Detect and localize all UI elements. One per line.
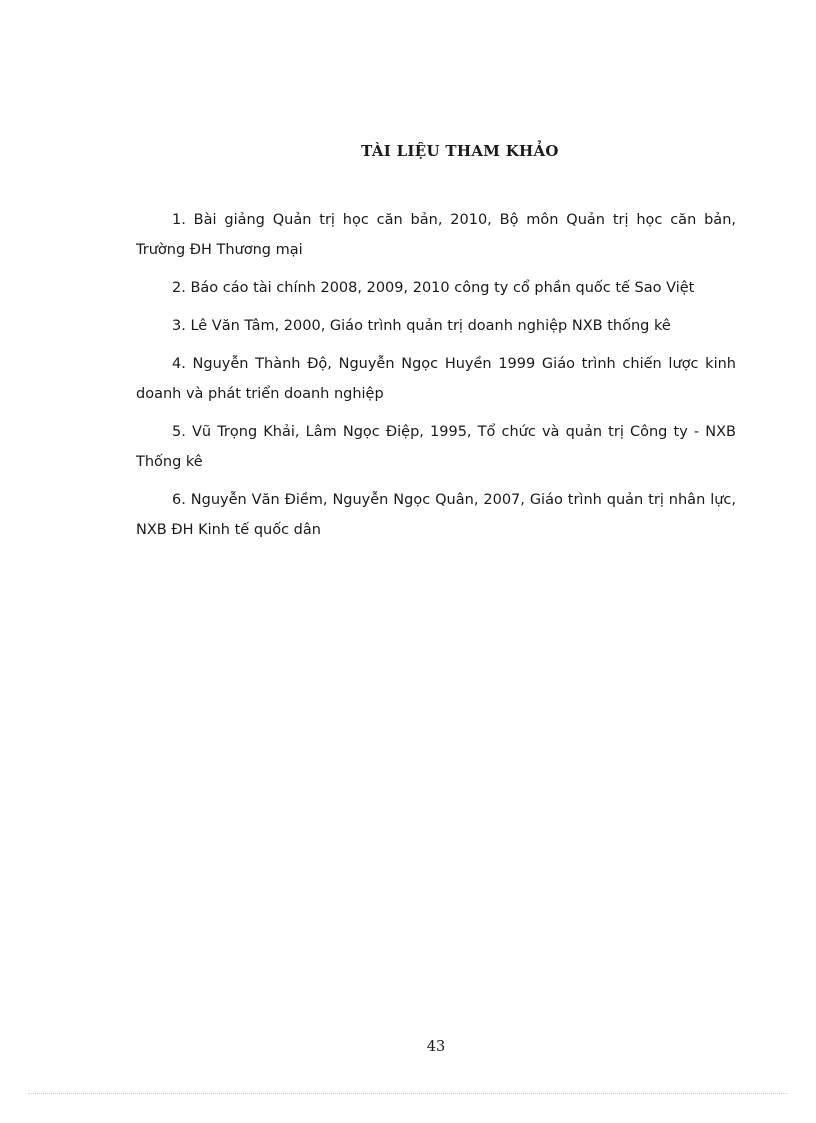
reference-item-1: 1. Bài giảng Quản trị học căn bản, 2010, Bộ môn Quản trị học căn bản, Trường ĐH Thương mại xyxy=(136,212,736,258)
page-title: TÀI LIỆU THAM KHẢO xyxy=(361,142,559,160)
reference-list xyxy=(136,205,736,553)
reference-item-3: 3. Lê Văn Tâm, 2000, Giáo trình quản trị doanh nghiệp NXB thống kê xyxy=(172,318,671,334)
reference-item-4: 4. Nguyễn Thành Độ, Nguyễn Ngọc Huyền 1999 Giáo trình chiến lược kinh doanh và phát triển doanh nghiệp xyxy=(136,356,736,402)
page-bottom-divider xyxy=(28,1093,788,1094)
reference-item-2: 2. Báo cáo tài chính 2008, 2009, 2010 công ty cổ phần quốc tế Sao Việt xyxy=(172,280,695,296)
page-number: 43 xyxy=(426,1039,446,1055)
reference-item-5: 5. Vũ Trọng Khải, Lâm Ngọc Điệp, 1995, Tổ chức và quản trị Công ty - NXB Thống kê xyxy=(136,424,736,470)
reference-item-6: 6. Nguyễn Văn Điềm, Nguyễn Ngọc Quân, 2007, Giáo trình quản trị nhân lực, NXB ĐH Kinh tế quốc dân xyxy=(136,492,736,538)
